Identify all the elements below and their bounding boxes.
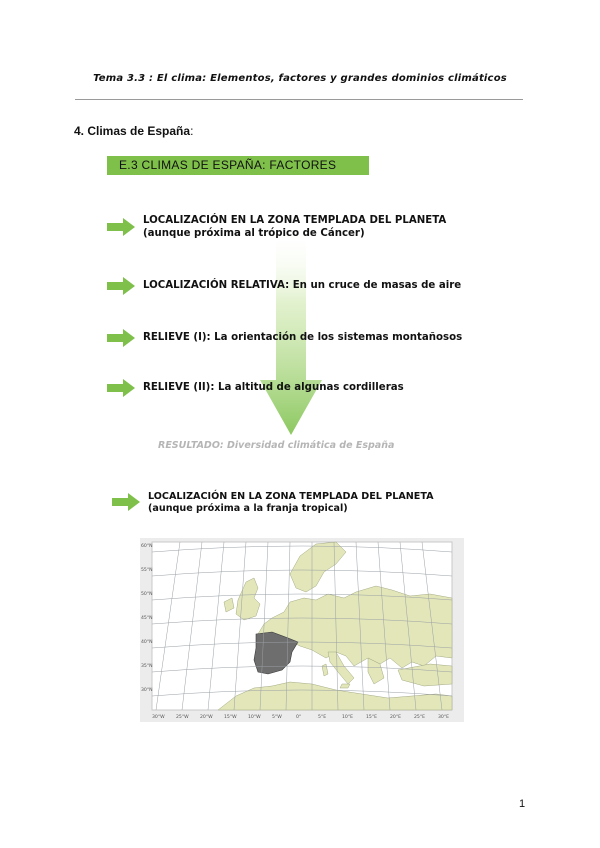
factor-line: LOCALIZACIÓN EN LA ZONA TEMPLADA DEL PLANETA: [143, 215, 447, 226]
factor-line: LOCALIZACIÓN RELATIVA: En un cruce de masas de aire: [143, 280, 462, 291]
section-heading-text: 4. Climas de España: [74, 124, 191, 138]
page-number: 1: [519, 798, 526, 810]
lon-label: 5°W: [272, 715, 282, 720]
lat-label: 55°N: [141, 568, 153, 573]
section-heading-colon: :: [190, 124, 194, 138]
lon-label: 5°E: [318, 715, 327, 720]
map-caption-subline: (aunque próxima a la franja tropical): [148, 503, 348, 514]
document-header: Tema 3.3 : El clima: Elementos, factores y grandes dominios climáticos: [93, 73, 507, 84]
lon-label: 0°: [296, 715, 302, 720]
lat-label: 45°N: [141, 616, 153, 621]
lat-label: 40°N: [141, 640, 153, 645]
factor-text: [143, 214, 446, 240]
lat-label: 60°N: [141, 544, 153, 549]
lat-label: 50°N: [141, 592, 153, 597]
factor-line: RELIEVE (I): La orientación de los sistemas montañosos: [143, 332, 463, 343]
lon-label: 10°E: [342, 715, 354, 720]
lon-label: 30°E: [438, 715, 450, 720]
lon-label: 20°E: [390, 715, 402, 720]
right-arrow-icon: [107, 379, 135, 397]
section-heading: [74, 124, 193, 138]
lon-label: 20°W: [200, 715, 213, 720]
factor-line: RELIEVE (II): La altitud de algunas cordilleras: [143, 382, 404, 393]
lon-label: 10°W: [248, 715, 261, 720]
result-text: RESULTADO: Diversidad climática de España: [158, 440, 395, 451]
lat-label: 35°N: [141, 664, 153, 669]
factors-banner: E.3 CLIMAS DE ESPAÑA: FACTORES: [107, 156, 369, 175]
lon-label: 25°W: [176, 715, 189, 720]
europe-map: [140, 538, 464, 722]
lon-label: 25°E: [414, 715, 426, 720]
lat-label: 30°N: [141, 688, 153, 693]
right-arrow-icon: [107, 218, 135, 236]
lon-label: 30°W: [152, 715, 165, 720]
lon-label: 15°W: [224, 715, 237, 720]
right-arrow-icon: [107, 329, 135, 347]
lon-label: 15°E: [366, 715, 378, 720]
right-arrow-icon: [107, 277, 135, 295]
map-caption-line: LOCALIZACIÓN EN LA ZONA TEMPLADA DEL PLANETA: [148, 491, 434, 502]
factor-subline: (aunque próxima al trópico de Cáncer): [143, 228, 365, 239]
header-divider: [75, 99, 523, 100]
right-arrow-icon: [112, 493, 140, 511]
map-caption-text: [148, 491, 434, 515]
